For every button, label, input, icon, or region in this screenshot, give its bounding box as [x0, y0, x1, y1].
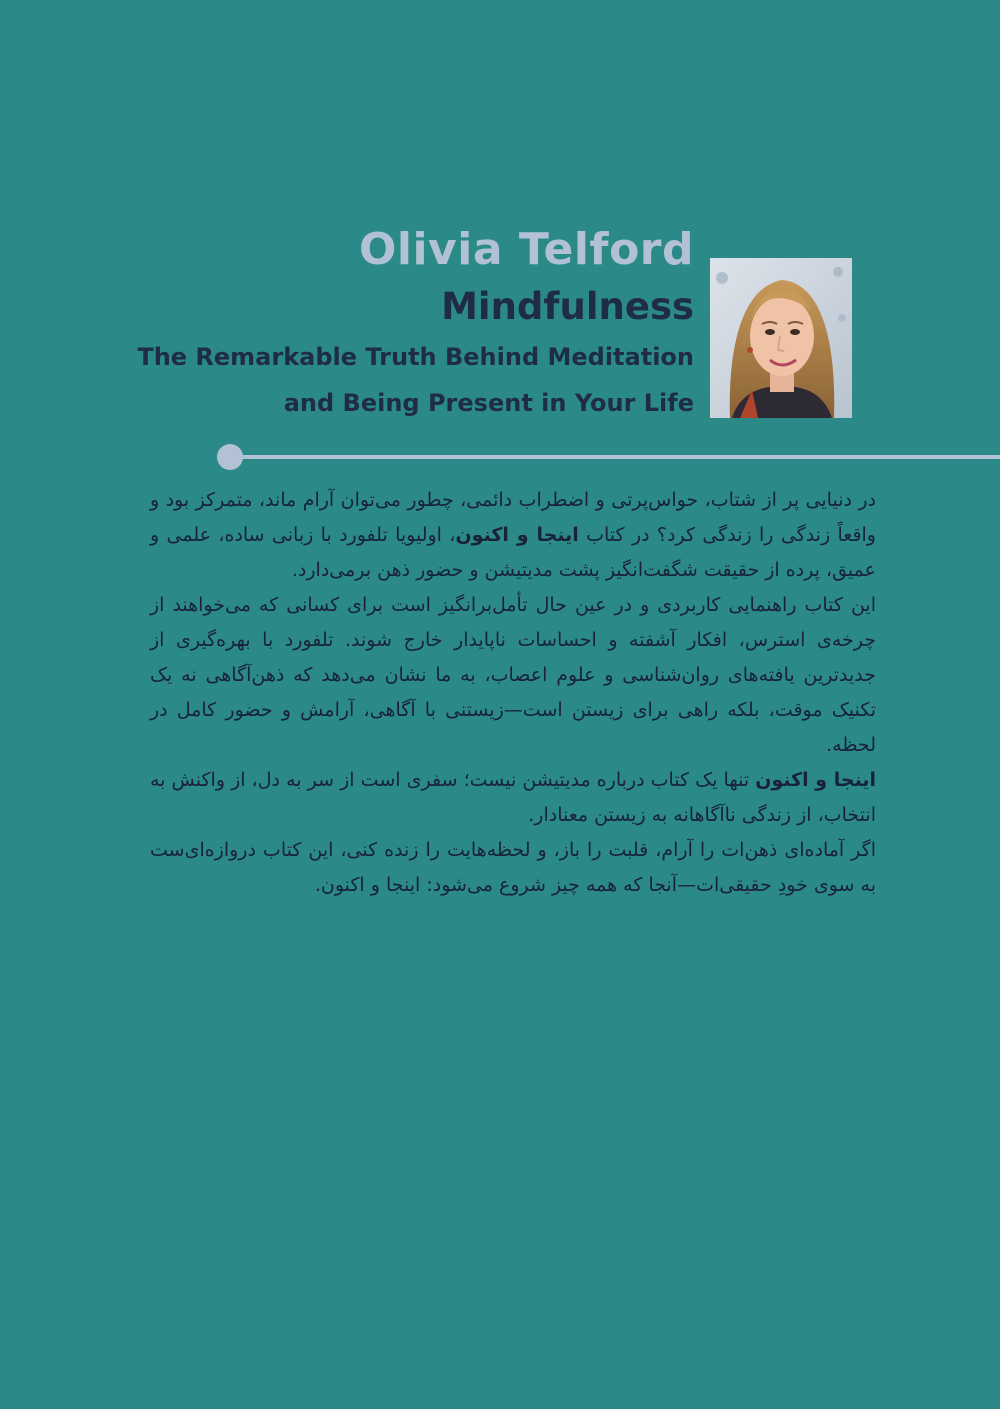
- subtitle-line-2: and Being Present in Your Life: [283, 389, 694, 417]
- p3-book-title: اینجا و اکنون: [755, 769, 876, 791]
- author-name: Olivia Telford: [358, 224, 694, 275]
- book-title: Mindfulness: [441, 285, 694, 328]
- p1-text-a: در دنیایی پر از شتاب، حواس‌پرتی و اضطراب دائمی، چطور می‌توان آرام ماند، متمرکز بود و واقعاً زندگی را زندگی کرد؟ در کتاب: [150, 489, 876, 546]
- author-portrait-icon: [710, 258, 852, 418]
- p1-text-b: ، اولیویا تلفورد با زبانی ساده، علمی و عمیق، پرده از حقیقت شگفت‌انگیز پشت مدیتیشن و حضور ذهن برمی‌دارد.: [150, 524, 876, 581]
- book-subtitle: [94, 334, 694, 426]
- book-header: [94, 224, 694, 426]
- divider-line: [230, 455, 1000, 459]
- description-paragraph-4: اگر آماده‌ای ذهن‌ات را آرام، قلبت را باز، و لحظه‌هایت را زنده کنی، این کتاب دروازه‌ای‌ست به سوی خودِ حقیقی‌ات—آنجا که همه چیز شروع می‌شود: اینجا و اکنون.: [150, 839, 876, 896]
- book-description: [150, 483, 876, 903]
- faint-watermark: [508, 1296, 626, 1310]
- subtitle-line-1: The Remarkable Truth Behind Meditation: [137, 343, 694, 371]
- divider-dot: [217, 444, 243, 470]
- p3-text: تنها یک کتاب درباره مدیتیشن نیست؛ سفری است از سر به دل، از واکنش به انتخاب، از زندگی ناآگاهانه به زیستن معنادار.: [150, 769, 876, 826]
- description-paragraph-1: [150, 483, 876, 588]
- p1-book-title: اینجا و اکنون: [455, 524, 579, 546]
- description-paragraph-3: [150, 763, 876, 833]
- description-paragraph-2: این کتاب راهنمایی کاربردی و در عین حال تأمل‌برانگیز است برای کسانی که می‌خواهند از چرخه‌ی استرس، افکار آشفته و احساسات ناپایدار خارج شوند. تلفورد با بهره‌گیری از جدیدترین یافته‌های روان‌شناسی و علوم اعصاب، به ما نشان می‌دهد که ذهن‌آگاهی نه یک تکنیک موقت، بلکه راهی برای زیستن است—زیستنی با آگاهی، آرامش و حضور کامل در لحظه.: [150, 594, 876, 756]
